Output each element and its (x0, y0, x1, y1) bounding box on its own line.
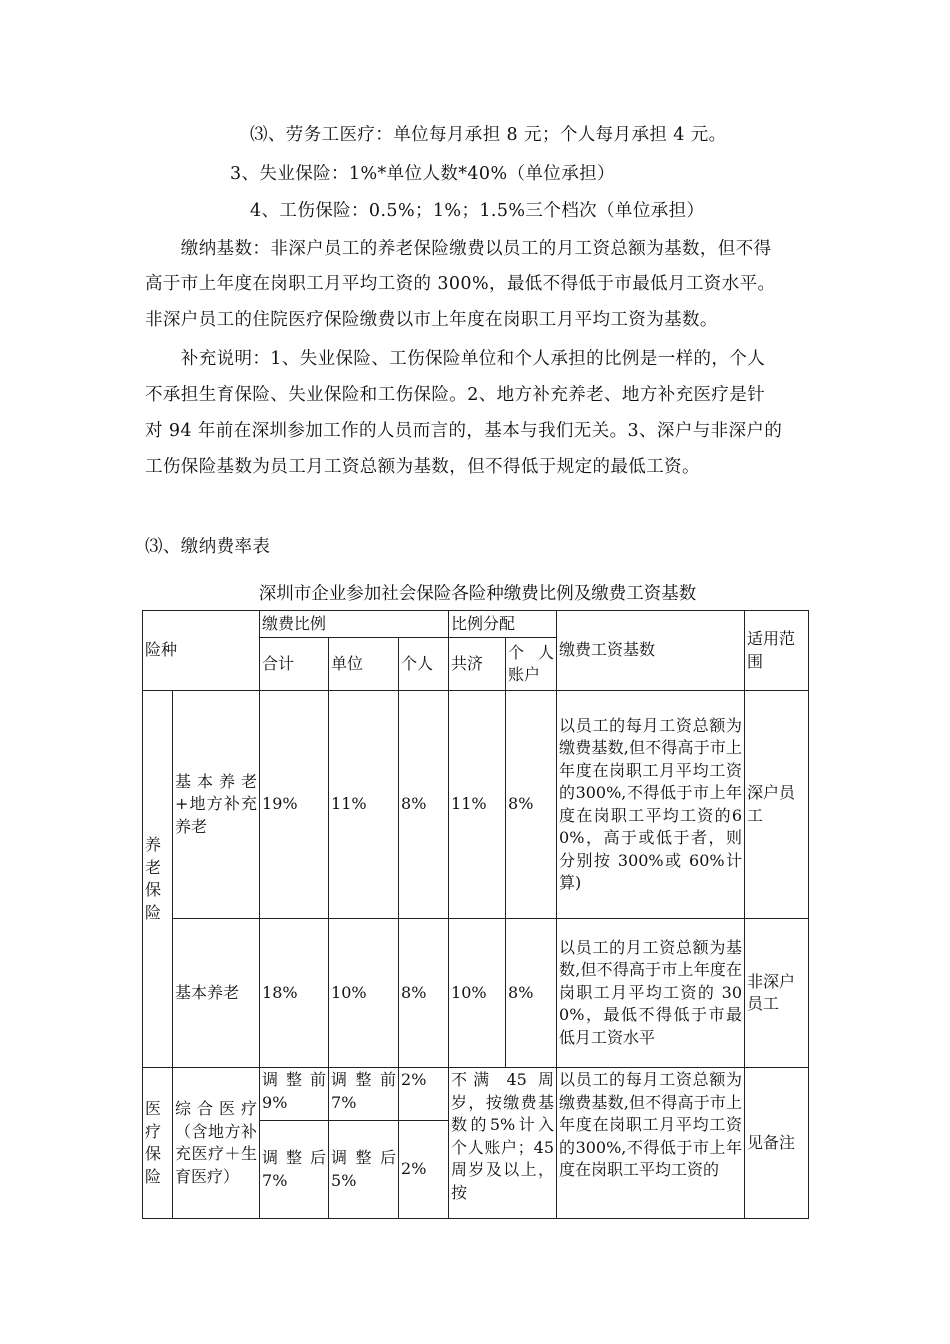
cell-scope: 非深户员工 (745, 919, 809, 1068)
cell-scope: 见备注 (745, 1068, 809, 1219)
paragraph-line: 缴纳基数：非深户员工的养老保险缴费以员工的月工资总额为基数，但不得 (145, 239, 772, 259)
text-line: 3、失业保险：1%*单位人数*40%（单位承担） (230, 164, 615, 184)
cell-unit-before: 调整前7% (329, 1068, 399, 1121)
cell-person: 8% (399, 919, 449, 1068)
cell-person-after: 2% (399, 1121, 449, 1219)
header-scope: 适用范围 (745, 611, 809, 691)
group-medical: 医疗保险 (143, 1068, 173, 1219)
header-total: 合计 (260, 638, 329, 691)
cell-account: 8% (506, 919, 557, 1068)
paragraph-line: 非深户员工的住院医疗保险缴费以市上年度在岗职工月平均工资为基数。 (145, 310, 718, 330)
cell-pool: 11% (449, 691, 506, 919)
row-name: 综合医疗（含地方补充医疗＋生育医疗） (173, 1068, 260, 1219)
paragraph-line: 补充说明：1、失业保险、工伤保险单位和个人承担的比例是一样的，个人 (145, 349, 766, 369)
header-unit: 单位 (329, 638, 399, 691)
cell-alloc-note: 不满 45 周岁，按缴费基数的5%计入个人账户；45 周岁及以上，按 (449, 1068, 557, 1219)
row-name: 基本养老+地方补充养老 (173, 691, 260, 919)
cell-base: 以员工的月工资总额为基数,但不得高于市上年度在岗职工月平均工资的 300%，最低不得低于市最低月工资水平 (557, 919, 745, 1068)
cell-account: 8% (506, 691, 557, 919)
cell-unit: 10% (329, 919, 399, 1068)
header-person: 个人 (399, 638, 449, 691)
section-heading: ⑶、缴纳费率表 (145, 537, 271, 557)
header-pool: 共济 (449, 638, 506, 691)
rates-table (142, 610, 809, 1219)
cell-unit-after: 调整后5% (329, 1121, 399, 1219)
cell-unit: 11% (329, 691, 399, 919)
cell-base: 以员工的每月工资总额为缴费基数,但不得高于市上年度在岗职工月平均工资的300%,不得低于市上年度在岗职工平均工资的 (557, 1068, 745, 1219)
cell-total: 18% (260, 919, 329, 1068)
header-alloc: 比例分配 (449, 611, 557, 638)
cell-total-after: 调整后7% (260, 1121, 329, 1219)
paragraph-line: 不承担生育保险、失业保险和工伤保险。2、地方补充养老、地方补充医疗是针 (145, 385, 766, 405)
table-caption: 深圳市企业参加社会保险各险种缴费比例及缴费工资基数 (258, 584, 697, 604)
header-type: 险种 (143, 611, 260, 691)
cell-scope: 深户员工 (745, 691, 809, 919)
paragraph-line: 工伤保险基数为员工月工资总额为基数，但不得低于规定的最低工资。 (145, 457, 700, 477)
header-base: 缴费工资基数 (557, 611, 745, 691)
row-name: 基本养老 (173, 919, 260, 1068)
group-pension: 养老保险 (143, 691, 173, 1068)
text-line: ⑶、劳务工医疗：单位每月承担 8 元；个人每月承担 4 元。 (250, 125, 727, 145)
cell-person: 8% (399, 691, 449, 919)
cell-person-before: 2% (399, 1068, 449, 1121)
cell-total: 19% (260, 691, 329, 919)
cell-total-before: 调整前9% (260, 1068, 329, 1121)
paragraph-line: 对 94 年前在深圳参加工作的人员而言的，基本与我们无关。3、深户与非深户的 (145, 421, 783, 441)
header-account: 个 人账户 (506, 638, 557, 691)
header-rate: 缴费比例 (260, 611, 449, 638)
cell-base: 以员工的每月工资总额为缴费基数,但不得高于市上年度在岗职工月平均工资的300%,不得低于市上年度在岗职工平均工资的60%，高于或低于者，则分别按 300%或 60%计算) (557, 691, 745, 919)
cell-pool: 10% (449, 919, 506, 1068)
paragraph-line: 高于市上年度在岗职工月平均工资的 300%，最低不得低于市最低月工资水平。 (145, 274, 776, 294)
text-line: 4、工伤保险：0.5%；1%；1.5%三个档次（单位承担） (250, 201, 705, 221)
